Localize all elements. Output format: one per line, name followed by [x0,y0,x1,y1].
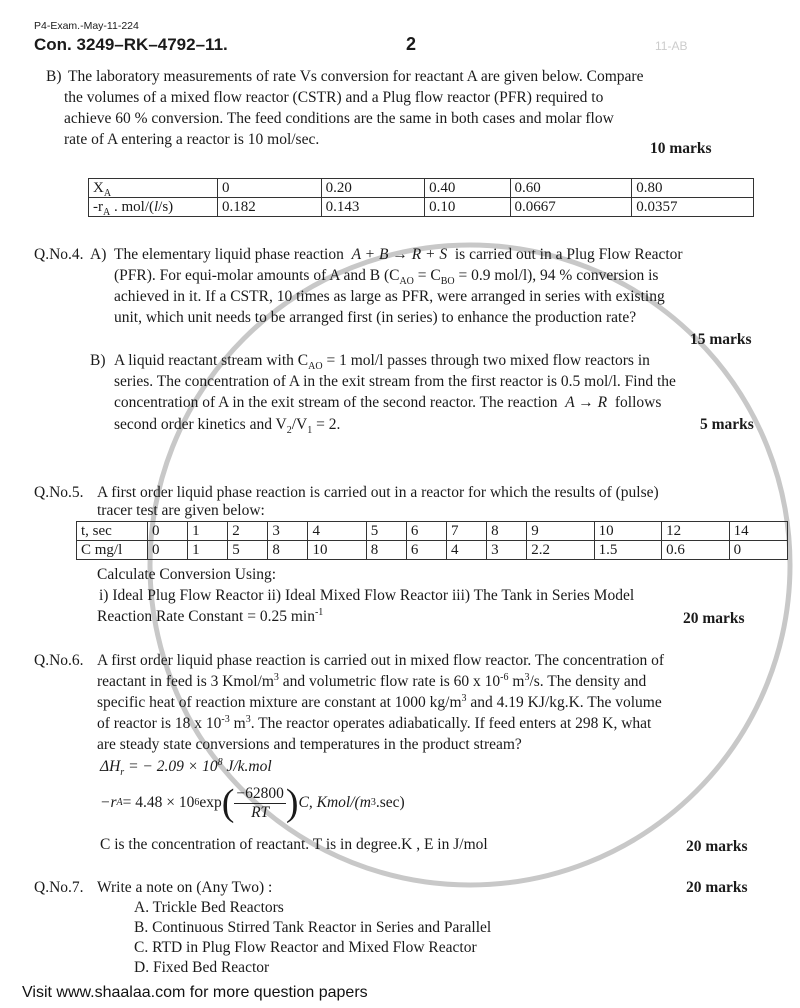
table-cell: 10 [308,541,366,560]
q4b-line: concentration of A in the exit stream of the second reactor. The reaction A → R follows [114,394,662,411]
reaction-equation: A + B → R + S [351,246,448,263]
q4b-marks: 5 marks [700,416,754,433]
q5-label: Q.No.5. [34,484,84,501]
q7-label: Q.No.7. [34,879,84,896]
page-number: 2 [406,34,417,54]
q5-line: tracer test are given below: [97,502,265,519]
table-cell: 1 [188,522,228,541]
q4a-line: unit, which unit needs to be arranged first (in series) to enhance the production rate? [114,309,637,326]
table-cell: 8 [487,522,527,541]
q4a-line: achieved in it. If a CSTR, 10 times as large as PFR, were arranged in series with existing [114,288,665,305]
q6-line: reactant in feed is 3 Kmol/$m^3$ and volumetric flow rate is 60 x $10^{-6}$ $m^3/s$. The density and [97,671,647,690]
q5-methods: i) Ideal Plug Flow Reactor ii) Ideal Mixed Flow Reactor iii) The Tank in Series Model [99,587,635,604]
q5-line: A first order liquid phase reaction is carried out in a reactor for which the results of (pulse) [97,484,659,501]
table-header: $-r_A$ . mol/(l/s) [89,198,218,217]
paren-open: ( [221,782,235,824]
q3b-line: The laboratory measurements of rate Vs conversion for reactant A are given below. Compare [68,68,644,85]
table-cell: 8 [268,541,308,560]
table-cell: 3 [487,541,527,560]
table-cell: 4 [447,541,487,560]
table-cell: 1.5 [594,541,661,560]
q4b-line: A liquid reactant stream with $C_{AO} = 1$ mol/l passes through two mixed flow reactors in [114,352,650,373]
table-cell: 12 [662,522,729,541]
q6-line: A first order liquid phase reaction is carried out in mixed flow reactor. The concentration of [97,652,664,669]
q3b-label: B) [46,68,62,85]
table-row [89,179,754,198]
table-cell: 0.60 [510,179,632,198]
table-header: C mg/l [77,541,148,560]
table-header: $X_A$ [89,179,218,198]
q6-marks: 20 marks [686,838,748,855]
footer-link[interactable]: Visit www.shaalaa.com for more question papers [22,984,368,1001]
q6-label: Q.No.6. [34,652,84,669]
q7-marks: 20 marks [686,879,748,896]
q3b-line: rate of A entering a reactor is 10 mol/sec. [64,131,320,148]
table-cell: 0.0667 [510,198,632,217]
table-cell: 0.6 [662,541,729,560]
q6-line: specific heat of reaction mixture are constant at 1000 $kg/m^3$ and 4.19 KJ/kg.K. The volume [97,692,662,711]
q6-line: of reactor is 18 x $10^{-3}$ $m^3$. The reactor operates adiabatically. If feed enters at 298 K, what [97,713,652,732]
list-item: B. Continuous Stirred Tank Reactor in Series and Parallel [134,919,492,936]
table-cell: 4 [308,522,366,541]
q3b-line: achieve 60 % conversion. The feed conditions are the same in both cases and molar flow [64,110,614,127]
q5-marks: 20 marks [683,610,745,627]
q4a-line: (PFR). For equi-molar amounts of A and B ($C_{AO} = C_{BO} = 0.9$ mol/l), 94 % conversion is [114,267,659,288]
table-cell: 0 [148,522,188,541]
text: The elementary liquid phase reaction [114,246,344,263]
q3b-line: the volumes of a mixed flow reactor (CSTR) and a Plug flow reactor (PFR) required to [64,89,604,106]
list-item: D. Fixed Bed Reactor [134,959,270,976]
paren-close: ) [285,782,299,824]
q4a-line [114,246,683,264]
q3b-marks: 10 marks [650,140,712,157]
q5-rate-constant: Reaction Rate Constant = 0.25 $\min^{-1}$ [97,606,324,625]
table-cell: 1 [188,541,228,560]
table-cell: 14 [729,522,787,541]
table-row [77,522,788,541]
rate-formula: −r A = 4.48 × 10 6 exp ( −62800 RT ) C, Kmol/(m 3 .sec) [100,782,405,824]
table-cell: 2.2 [527,541,594,560]
table-cell: 0.40 [425,179,510,198]
table-cell: 5 [228,541,268,560]
table-cell: 0.10 [425,198,510,217]
q7-line: Write a note on (Any Two) : [97,879,273,896]
fraction: −62800 RT [236,784,284,821]
list-item: A. Trickle Bed Reactors [134,899,284,916]
q5-calc: Calculate Conversion Using: [97,566,277,583]
table-row [77,541,788,560]
q4-label: Q.No.4. [34,246,84,263]
q4b-label: B) [90,352,106,369]
table-cell: 0.143 [321,198,425,217]
table-cell: 9 [527,522,594,541]
table-cell: 2 [228,522,268,541]
faint-mark: 11-AB [655,39,688,53]
q4b-line: series. The concentration of A in the exit stream from the first reactor is 0.5 mol/l. Find the [114,373,676,390]
enthalpy-formula: $\Delta H_r$ = − $2.09 \times 10^8$ J/k.mol [100,756,272,779]
q4b-line: second order kinetics and $V_2/V_1 = 2$. [114,416,341,437]
table-cell: 0 [729,541,787,560]
table-cell: 0.80 [632,179,754,198]
list-item: C. RTD in Plug Flow Reactor and Mixed Flow Reactor [134,939,477,956]
table-cell: 0.182 [218,198,322,217]
table-cell: 0 [148,541,188,560]
table-cell: 0 [218,179,322,198]
tracer-table [76,521,788,560]
table-cell: 5 [366,522,406,541]
table-cell: 8 [366,541,406,560]
q4a-label: A) [90,246,107,263]
table-cell: 6 [406,541,446,560]
table-cell: 3 [268,522,308,541]
table-cell: 0.0357 [632,198,754,217]
table-cell: 6 [406,522,446,541]
q6-line: are steady state conversions and temperatures in the product stream? [97,736,522,753]
table-header: t, sec [77,522,148,541]
q6-note: C is the concentration of reactant. T is in degree.K , E in J/mol [100,836,488,853]
text: is carried out in a Plug Flow Reactor [454,246,683,263]
table-row [89,198,754,217]
table-cell: 10 [594,522,661,541]
q4a-marks: 15 marks [690,331,752,348]
exam-code: P4-Exam.-May-11-224 [34,20,139,32]
table-cell: 7 [447,522,487,541]
rate-conversion-table [88,178,754,217]
paper-code: Con. 3249–RK–4792–11. [34,35,228,54]
table-cell: 0.20 [321,179,425,198]
